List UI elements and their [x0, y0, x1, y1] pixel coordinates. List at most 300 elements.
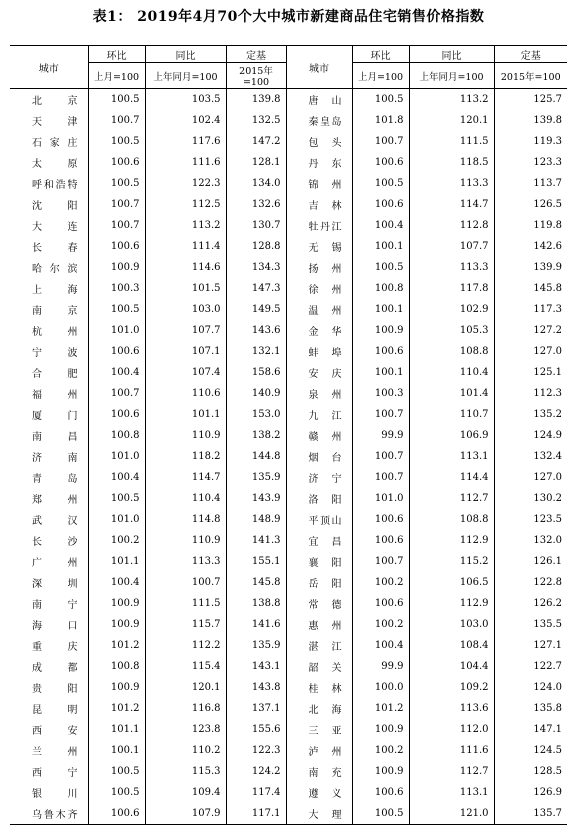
- fixed-index: 139.8: [226, 89, 286, 111]
- fixed-index: 138.8: [226, 593, 286, 614]
- mom-index: 100.6: [352, 782, 409, 803]
- fixed-index: 117.1: [226, 803, 286, 825]
- mom-index: 101.0: [88, 446, 145, 467]
- mom-index: 100.3: [352, 383, 409, 404]
- table-row: [10, 215, 567, 236]
- city-name: 上 海: [32, 285, 78, 296]
- yoy-index: 110.4: [409, 362, 494, 383]
- table-row: [10, 278, 567, 299]
- fixed-index: 123.5: [494, 509, 567, 530]
- table-body: [10, 89, 567, 825]
- yoy-index: 115.4: [145, 656, 226, 677]
- mom-index: 100.9: [88, 677, 145, 698]
- table-row: [10, 404, 567, 425]
- mom-index: 100.0: [352, 677, 409, 698]
- mom-index: 100.4: [88, 362, 145, 383]
- table-row: [10, 614, 567, 635]
- yoy-index: 102.9: [409, 299, 494, 320]
- mom-index: 100.1: [352, 236, 409, 257]
- city-name: 深 圳: [32, 579, 78, 590]
- table-row: [10, 698, 567, 719]
- yoy-index: 110.4: [145, 488, 226, 509]
- header-yoy-right: 同比: [409, 46, 494, 63]
- yoy-index: 115.7: [145, 614, 226, 635]
- city-name: 宁 波: [32, 348, 78, 359]
- city-name: 重 庆: [32, 642, 78, 653]
- yoy-index: 108.8: [409, 509, 494, 530]
- table-row: [10, 383, 567, 404]
- header-city-left: 城市: [10, 46, 88, 89]
- mom-index: 100.5: [88, 782, 145, 803]
- city-name: 徐 州: [286, 278, 352, 299]
- city-name: 青 岛: [32, 474, 78, 485]
- yoy-index: 102.4: [145, 110, 226, 131]
- table-row: [10, 152, 567, 173]
- fixed-index: 132.6: [226, 194, 286, 215]
- fixed-index: 135.9: [226, 467, 286, 488]
- mom-index: 100.6: [88, 152, 145, 173]
- city-name: 吉 林: [286, 194, 352, 215]
- city-name: 乌鲁木齐: [10, 803, 88, 825]
- yoy-index: 107.7: [409, 236, 494, 257]
- city-name: 平顶山: [286, 509, 352, 530]
- mom-index: 100.7: [88, 194, 145, 215]
- yoy-index: 108.4: [409, 635, 494, 656]
- fixed-index: 128.1: [226, 152, 286, 173]
- mom-index: 100.8: [88, 656, 145, 677]
- fixed-index: 125.7: [494, 89, 567, 111]
- yoy-index: 113.2: [145, 215, 226, 236]
- city-name: 赣 州: [286, 425, 352, 446]
- city-name: 广 州: [32, 558, 78, 569]
- yoy-index: 109.4: [145, 782, 226, 803]
- mom-index: 101.2: [352, 698, 409, 719]
- city-name: 宜 昌: [286, 530, 352, 551]
- city-name: 金 华: [286, 320, 352, 341]
- yoy-index: 122.3: [145, 173, 226, 194]
- yoy-index: 120.1: [145, 677, 226, 698]
- table-row: [10, 656, 567, 677]
- yoy-index: 112.9: [409, 593, 494, 614]
- fixed-index: 128.5: [494, 761, 567, 782]
- city-name: 福 州: [32, 390, 78, 401]
- fixed-index: 122.8: [494, 572, 567, 593]
- header-yoy-base-right: 上年同月=100: [409, 63, 494, 89]
- city-name: 无 锡: [286, 236, 352, 257]
- yoy-index: 112.0: [409, 719, 494, 740]
- yoy-index: 106.5: [409, 572, 494, 593]
- yoy-index: 113.6: [409, 698, 494, 719]
- fixed-index: 124.0: [494, 677, 567, 698]
- fixed-index: 148.9: [226, 509, 286, 530]
- city-name: 常 德: [286, 593, 352, 614]
- yoy-index: 107.7: [145, 320, 226, 341]
- yoy-index: 113.2: [409, 89, 494, 111]
- fixed-index: 126.2: [494, 593, 567, 614]
- fixed-index: 135.8: [494, 698, 567, 719]
- mom-index: 100.5: [88, 173, 145, 194]
- city-name: 温 州: [286, 299, 352, 320]
- mom-index: 100.5: [88, 488, 145, 509]
- city-name: 北 京: [32, 96, 78, 107]
- fixed-index: 139.8: [494, 110, 567, 131]
- table-row: [10, 236, 567, 257]
- mom-index: 100.2: [88, 530, 145, 551]
- mom-index: 100.5: [352, 257, 409, 278]
- yoy-index: 105.3: [409, 320, 494, 341]
- fixed-index: 147.2: [226, 131, 286, 152]
- fixed-index: 125.1: [494, 362, 567, 383]
- city-name: 太 原: [32, 159, 78, 170]
- yoy-index: 112.7: [409, 761, 494, 782]
- mom-index: 100.6: [352, 152, 409, 173]
- mom-index: 100.7: [88, 383, 145, 404]
- yoy-index: 114.6: [145, 257, 226, 278]
- city-name: 昆 明: [32, 705, 78, 716]
- city-name: 包 头: [286, 131, 352, 152]
- mom-index: 100.2: [352, 572, 409, 593]
- yoy-index: 113.3: [145, 551, 226, 572]
- mom-index: 100.4: [88, 467, 145, 488]
- city-name: 贵 阳: [32, 684, 78, 695]
- yoy-index: 110.2: [145, 740, 226, 761]
- table-row: [10, 110, 567, 131]
- city-name: 遵 义: [286, 782, 352, 803]
- yoy-index: 112.7: [409, 488, 494, 509]
- yoy-index: 112.8: [409, 215, 494, 236]
- fixed-index: 127.1: [494, 635, 567, 656]
- yoy-index: 114.7: [409, 194, 494, 215]
- fixed-index: 135.5: [494, 614, 567, 635]
- city-name: 扬 州: [286, 257, 352, 278]
- city-name: 济 宁: [286, 467, 352, 488]
- mom-index: 100.4: [88, 572, 145, 593]
- mom-index: 100.2: [352, 740, 409, 761]
- city-name: 合 肥: [32, 369, 78, 380]
- city-name: 北 海: [286, 698, 352, 719]
- fixed-index: 128.8: [226, 236, 286, 257]
- mom-index: 99.9: [352, 656, 409, 677]
- city-name: 银 川: [32, 789, 78, 800]
- yoy-index: 117.8: [409, 278, 494, 299]
- fixed-index: 149.5: [226, 299, 286, 320]
- header-yoy-base-left: 上年同月=100: [145, 63, 226, 89]
- mom-index: 99.9: [352, 425, 409, 446]
- fixed-index: 126.1: [494, 551, 567, 572]
- table-row: [10, 740, 567, 761]
- header-mom-base-left: 上月=100: [88, 63, 145, 89]
- fixed-index: 143.8: [226, 677, 286, 698]
- fixed-index: 134.0: [226, 173, 286, 194]
- fixed-index: 130.2: [494, 488, 567, 509]
- fixed-index: 144.8: [226, 446, 286, 467]
- fixed-index: 141.3: [226, 530, 286, 551]
- yoy-index: 121.0: [409, 803, 494, 825]
- fixed-index: 123.3: [494, 152, 567, 173]
- mom-index: 101.2: [88, 698, 145, 719]
- table-row: [10, 593, 567, 614]
- city-name: 西 安: [32, 726, 78, 737]
- yoy-index: 120.1: [409, 110, 494, 131]
- fixed-index: 139.9: [494, 257, 567, 278]
- mom-index: 100.6: [352, 341, 409, 362]
- mom-index: 100.1: [352, 362, 409, 383]
- fixed-index: 127.0: [494, 341, 567, 362]
- yoy-index: 111.4: [145, 236, 226, 257]
- city-name: 南 京: [32, 306, 78, 317]
- mom-index: 100.1: [352, 299, 409, 320]
- mom-index: 100.7: [352, 551, 409, 572]
- header-fixed-base-left: 2015年=100: [226, 63, 286, 89]
- fixed-index: 134.3: [226, 257, 286, 278]
- header-mom-left: 环比: [88, 46, 145, 63]
- mom-index: 100.6: [88, 404, 145, 425]
- mom-index: 100.7: [352, 446, 409, 467]
- mom-index: 101.1: [88, 719, 145, 740]
- table-row: [10, 677, 567, 698]
- fixed-index: 135.2: [494, 404, 567, 425]
- fixed-index: 126.9: [494, 782, 567, 803]
- mom-index: 100.6: [352, 530, 409, 551]
- mom-index: 101.2: [88, 635, 145, 656]
- yoy-index: 103.0: [145, 299, 226, 320]
- city-name: 唐 山: [286, 89, 352, 111]
- yoy-index: 116.8: [145, 698, 226, 719]
- yoy-index: 111.6: [409, 740, 494, 761]
- mom-index: 100.8: [88, 425, 145, 446]
- fixed-index: 153.0: [226, 404, 286, 425]
- fixed-index: 135.7: [494, 803, 567, 825]
- mom-index: 100.3: [88, 278, 145, 299]
- page-title: 表1： 2019年4月70个大中城市新建商品住宅销售价格指数: [92, 9, 485, 25]
- city-name: 秦皇岛: [286, 110, 352, 131]
- fixed-index: 124.9: [494, 425, 567, 446]
- city-name: 襄 阳: [286, 551, 352, 572]
- fixed-index: 155.1: [226, 551, 286, 572]
- fixed-index: 127.0: [494, 467, 567, 488]
- yoy-index: 103.5: [145, 89, 226, 111]
- mom-index: 101.1: [88, 551, 145, 572]
- table-row: [10, 488, 567, 509]
- mom-index: 100.2: [352, 614, 409, 635]
- table-row: [10, 425, 567, 446]
- table-row: [10, 509, 567, 530]
- mom-index: 100.7: [352, 131, 409, 152]
- fixed-index: 135.9: [226, 635, 286, 656]
- yoy-index: 108.8: [409, 341, 494, 362]
- yoy-index: 113.1: [409, 446, 494, 467]
- mom-index: 101.0: [88, 320, 145, 341]
- table-row: [10, 362, 567, 383]
- yoy-index: 101.5: [145, 278, 226, 299]
- header-fixed-right: 定基: [494, 46, 567, 63]
- table-row: [10, 572, 567, 593]
- city-name: 长 沙: [32, 537, 78, 548]
- city-name: 泉 州: [286, 383, 352, 404]
- yoy-index: 110.6: [145, 383, 226, 404]
- mom-index: 100.8: [352, 278, 409, 299]
- table-row: [10, 257, 567, 278]
- city-name: 三 亚: [286, 719, 352, 740]
- fixed-index: 122.3: [226, 740, 286, 761]
- mom-index: 100.5: [352, 89, 409, 111]
- city-name: 岳 阳: [286, 572, 352, 593]
- yoy-index: 123.8: [145, 719, 226, 740]
- table-row: [10, 299, 567, 320]
- fixed-index: 122.7: [494, 656, 567, 677]
- yoy-index: 110.9: [145, 530, 226, 551]
- yoy-index: 103.0: [409, 614, 494, 635]
- table-row: [10, 131, 567, 152]
- city-name: 天 津: [32, 117, 78, 128]
- yoy-index: 100.7: [145, 572, 226, 593]
- fixed-index: 140.9: [226, 383, 286, 404]
- fixed-index: 138.2: [226, 425, 286, 446]
- fixed-index: 124.5: [494, 740, 567, 761]
- city-name: 南 昌: [32, 432, 78, 443]
- mom-index: 100.6: [352, 194, 409, 215]
- mom-index: 100.5: [88, 131, 145, 152]
- mom-index: 101.0: [352, 488, 409, 509]
- table-row: [10, 803, 567, 825]
- mom-index: 100.7: [88, 215, 145, 236]
- city-name: 沈 阳: [32, 201, 78, 212]
- city-name: 长 春: [32, 243, 78, 254]
- mom-index: 100.4: [352, 215, 409, 236]
- city-name: 武 汉: [32, 516, 78, 527]
- city-name: 锦 州: [286, 173, 352, 194]
- mom-index: 100.5: [352, 173, 409, 194]
- fixed-index: 155.6: [226, 719, 286, 740]
- header-mom-base-right: 上月=100: [352, 63, 409, 89]
- city-name: 石家庄: [32, 138, 78, 149]
- table-row: [10, 782, 567, 803]
- yoy-index: 112.5: [145, 194, 226, 215]
- city-name: 成 都: [32, 663, 78, 674]
- city-name: 南 充: [286, 761, 352, 782]
- fixed-index: 132.4: [494, 446, 567, 467]
- city-name: 厦 门: [32, 411, 78, 422]
- mom-index: 100.6: [88, 803, 145, 825]
- yoy-index: 111.5: [409, 131, 494, 152]
- yoy-index: 115.3: [145, 761, 226, 782]
- city-name: 惠 州: [286, 614, 352, 635]
- table-row: [10, 551, 567, 572]
- header-city-right: 城市: [286, 46, 352, 89]
- city-name: 西 宁: [32, 768, 78, 779]
- mom-index: 100.6: [88, 341, 145, 362]
- fixed-index: 143.1: [226, 656, 286, 677]
- city-name: 洛 阳: [286, 488, 352, 509]
- fixed-index: 158.6: [226, 362, 286, 383]
- fixed-index: 141.6: [226, 614, 286, 635]
- fixed-index: 124.2: [226, 761, 286, 782]
- yoy-index: 118.5: [409, 152, 494, 173]
- city-name: 烟 台: [286, 446, 352, 467]
- table-row: [10, 719, 567, 740]
- yoy-index: 110.9: [145, 425, 226, 446]
- yoy-index: 112.9: [409, 530, 494, 551]
- table-row: [10, 635, 567, 656]
- header-yoy-left: 同比: [145, 46, 226, 63]
- yoy-index: 113.3: [409, 257, 494, 278]
- fixed-index: 130.7: [226, 215, 286, 236]
- yoy-index: 101.1: [145, 404, 226, 425]
- yoy-index: 114.8: [145, 509, 226, 530]
- mom-index: 100.6: [352, 509, 409, 530]
- mom-index: 101.0: [88, 509, 145, 530]
- city-name: 海 口: [32, 621, 78, 632]
- mom-index: 100.9: [88, 593, 145, 614]
- city-name: 南 宁: [32, 600, 78, 611]
- yoy-index: 115.2: [409, 551, 494, 572]
- city-name: 安 庆: [286, 362, 352, 383]
- mom-index: 100.7: [88, 110, 145, 131]
- yoy-index: 107.4: [145, 362, 226, 383]
- table-row: [10, 89, 567, 111]
- mom-index: 100.6: [88, 236, 145, 257]
- mom-index: 100.9: [88, 614, 145, 635]
- city-name: 泸 州: [286, 740, 352, 761]
- yoy-index: 104.4: [409, 656, 494, 677]
- mom-index: 100.5: [88, 89, 145, 111]
- yoy-index: 113.3: [409, 173, 494, 194]
- fixed-index: 143.9: [226, 488, 286, 509]
- mom-index: 100.9: [88, 257, 145, 278]
- yoy-index: 114.7: [145, 467, 226, 488]
- fixed-index: 119.3: [494, 131, 567, 152]
- city-name: 牡丹江: [286, 215, 352, 236]
- fixed-index: 112.3: [494, 383, 567, 404]
- table-row: [10, 194, 567, 215]
- mom-index: 100.4: [352, 635, 409, 656]
- price-index-table: [10, 45, 567, 825]
- city-name: 济 南: [32, 453, 78, 464]
- yoy-index: 118.2: [145, 446, 226, 467]
- city-name: 韶 关: [286, 656, 352, 677]
- fixed-index: 127.2: [494, 320, 567, 341]
- fixed-index: 132.5: [226, 110, 286, 131]
- mom-index: 100.1: [88, 740, 145, 761]
- yoy-index: 112.2: [145, 635, 226, 656]
- yoy-index: 111.6: [145, 152, 226, 173]
- mom-index: 100.5: [88, 761, 145, 782]
- table-row: [10, 761, 567, 782]
- city-name: 九 江: [286, 404, 352, 425]
- fixed-index: 147.3: [226, 278, 286, 299]
- fixed-index: 143.6: [226, 320, 286, 341]
- fixed-index: 117.4: [226, 782, 286, 803]
- yoy-index: 109.2: [409, 677, 494, 698]
- fixed-index: 142.6: [494, 236, 567, 257]
- yoy-index: 106.9: [409, 425, 494, 446]
- fixed-index: 117.3: [494, 299, 567, 320]
- mom-index: 100.9: [352, 320, 409, 341]
- city-name: 杭 州: [32, 327, 78, 338]
- fixed-index: 147.1: [494, 719, 567, 740]
- header-fixed-left: 定基: [226, 46, 286, 63]
- yoy-index: 117.6: [145, 131, 226, 152]
- fixed-index: 137.1: [226, 698, 286, 719]
- table-row: [10, 341, 567, 362]
- table-row: [10, 173, 567, 194]
- table-row: [10, 467, 567, 488]
- city-name: 大 连: [32, 222, 78, 233]
- city-name: 呼和浩特: [32, 180, 78, 191]
- fixed-index: 145.8: [494, 278, 567, 299]
- city-name: 郑 州: [32, 495, 78, 506]
- header-fixed-base-right: 2015年=100: [494, 63, 567, 89]
